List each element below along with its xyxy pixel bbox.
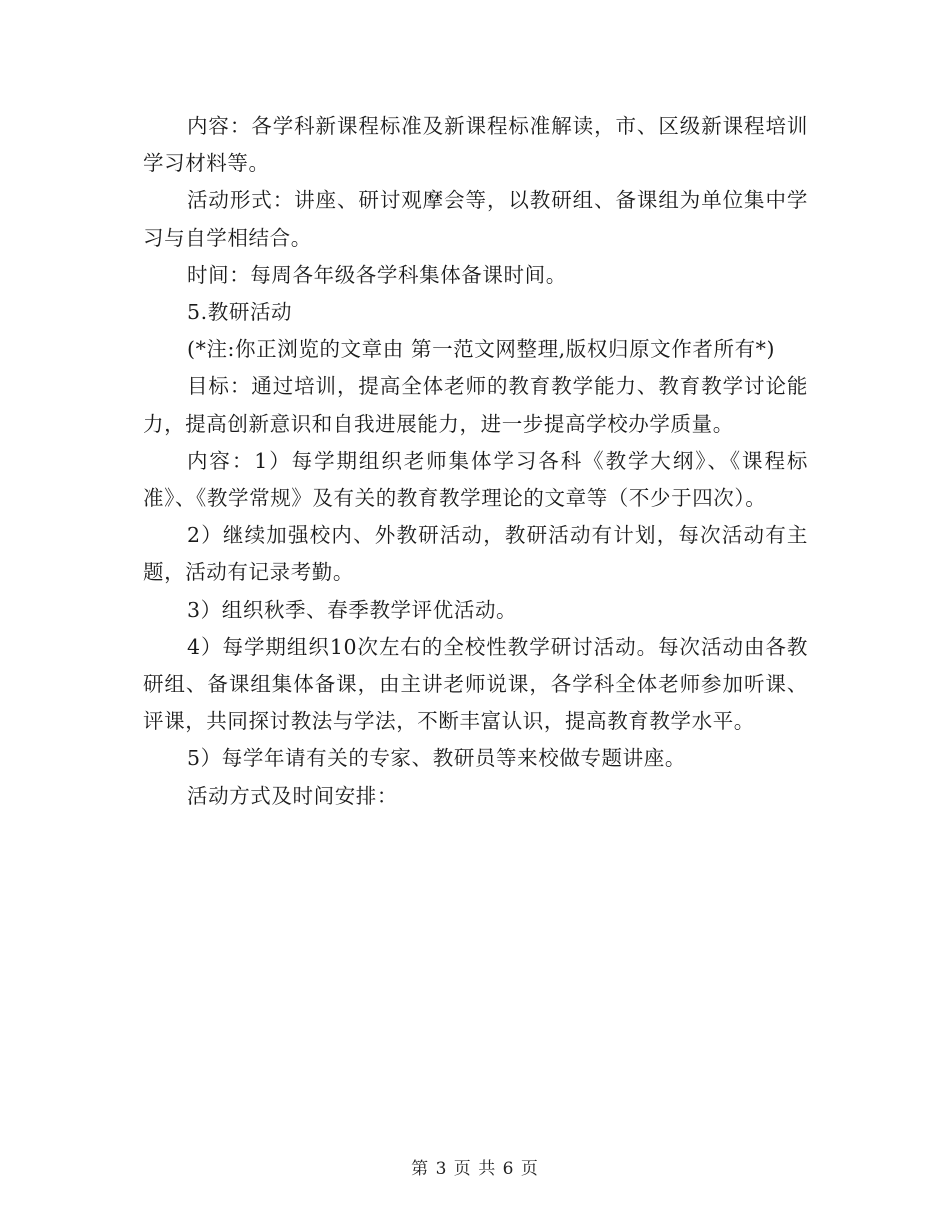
page-footer — [0, 1154, 950, 1179]
document-body — [143, 108, 808, 815]
copyright-note: (*注:你正浏览的文章由 第一范文网整理,版权归原文作者所有*) — [187, 337, 776, 362]
paragraph-time: 时间：每周各年级各学科集体备课时间。 — [187, 262, 567, 287]
paragraph-item-2: 2）继续加强校内、外教研活动，教研活动有计划，每次活动有主题，活动有记录考勤。 — [143, 523, 808, 585]
paragraph-item-4: 4）每学期组织10次左右的全校性教学研讨活动。每次活动由各教研组、备课组集体备课，由主讲老师说课，各学科全体老师参加听课、评课，共同探讨教法与学法，不断丰富认识，提高教育教学水平。 — [143, 634, 808, 734]
paragraph-content-materials: 内容：各学科新课程标准及新课程标准解读，市、区级新课程培训学习材料等。 — [143, 114, 808, 176]
paragraph-item-5: 5）每学年请有关的专家、教研员等来校做专题讲座。 — [187, 746, 686, 771]
paragraph-activity-form: 活动形式：讲座、研讨观摩会等，以教研组、备课组为单位集中学习与自学相结合。 — [143, 188, 808, 250]
paragraph-goal: 目标：通过培训，提高全体老师的教育教学能力、教育教学讨论能力，提高创新意识和自我进展能力，进一步提高学校办学质量。 — [143, 374, 808, 436]
section-heading-teaching-research: 5.教研活动 — [187, 300, 293, 325]
paragraph-content-item-1: 内容：1）每学期组织老师集体学习各科《教学大纲》、《课程标准》、《教学常规》及有关的教育教学理论的文章等（不少于四次）。 — [143, 448, 808, 511]
paragraph-item-3: 3）组织秋季、春季教学评优活动。 — [187, 597, 518, 622]
page-number-label: 第 3 页 共 6 页 — [411, 1159, 539, 1179]
paragraph-schedule-heading: 活动方式及时间安排： — [187, 783, 398, 808]
